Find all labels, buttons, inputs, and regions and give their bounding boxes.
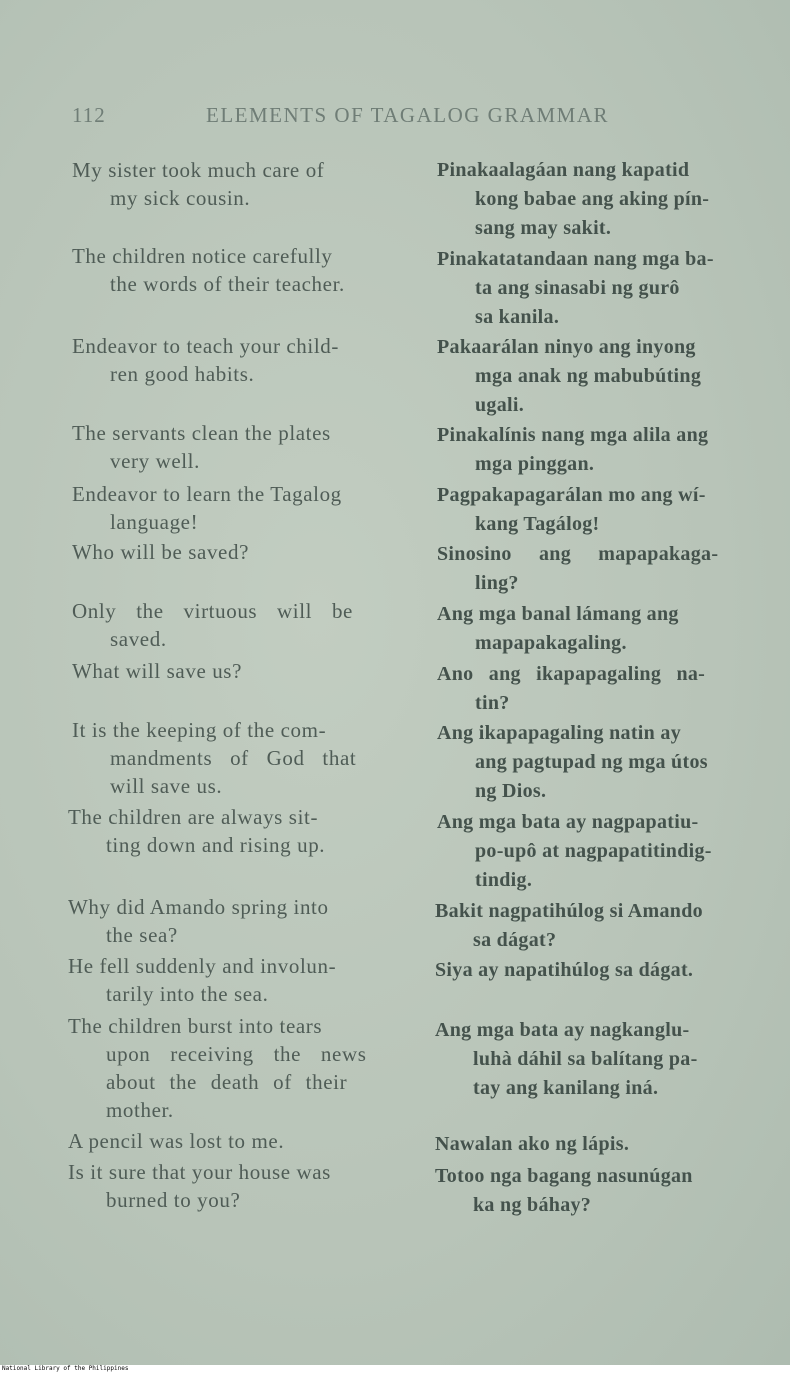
english-sentence: A pencil was lost to me.: [68, 1129, 285, 1153]
english-sentence: Is it sure that your house was burned to you?: [68, 1160, 331, 1212]
english-sentence: He fell suddenly and involun- tarily into the sea.: [68, 954, 337, 1006]
tagalog-translation: Ang mga bata ay nagkanglu- luhà dáhil sa balítang pa- tay ang kanilang iná.: [435, 1019, 698, 1099]
english-sentence: It is the keeping of the com- mandments of God that will save us.: [72, 718, 357, 798]
tagalog-translation: Nawalan ako ng lápis.: [435, 1133, 630, 1155]
tagalog-translation: Pinakaalagáan nang kapatid kong babae ang aking pín- sang may sakit.: [437, 159, 710, 239]
english-sentence: Endeavor to learn the Tagalog language!: [72, 482, 342, 534]
page-number: 112: [72, 103, 106, 127]
tagalog-translation: Pinakalínis nang mga alila ang mga pinggan.: [437, 424, 709, 475]
tagalog-translation: Bakit nagpatihúlog si Amando sa dágat?: [435, 900, 703, 951]
tagalog-translation: Ang mga bata ay nagpapatiu- po-upô at nagpapatitindig- tindig.: [437, 811, 712, 891]
tagalog-translation: Ang mga banal lámang ang mapapakagaling.: [437, 603, 679, 654]
tagalog-translation: Siya ay napatihúlog sa dágat.: [435, 959, 694, 981]
tagalog-translation: Pakaarálan ninyo ang inyong mga anak ng mabubúting ugali.: [437, 336, 702, 416]
english-sentence: The children are always sit- ting down and rising up.: [68, 805, 326, 857]
tagalog-translation: Pinakatatandaan nang mga ba- ta ang sinasabi ng gurô sa kanila.: [437, 248, 714, 328]
english-sentence: Only the virtuous will be saved.: [72, 599, 353, 651]
english-sentence: The children burst into tears upon receiving the news about the death of their mother.: [68, 1014, 367, 1122]
english-sentence: The servants clean the plates very well.: [72, 421, 331, 473]
english-sentence: Why did Amando spring into the sea?: [68, 895, 329, 947]
tagalog-translation: Ano ang ikapapagaling na- tin?: [437, 663, 706, 714]
english-sentence: Who will be saved?: [72, 540, 249, 564]
english-sentence: Endeavor to teach your child- ren good habits.: [72, 334, 339, 386]
english-sentence: My sister took much care of my sick cousin.: [72, 158, 325, 210]
tagalog-translation: Totoo nga bagang nasunúgan ka ng báhay?: [435, 1165, 693, 1216]
tagalog-translation: Ang ikapapagaling natin ay ang pagtupad ng mga útos ng Dios.: [437, 722, 708, 802]
tagalog-translation: Pagpakapagarálan mo ang wí- kang Tagálog!: [437, 484, 706, 535]
english-sentence: The children notice carefully the words of their teacher.: [72, 244, 345, 296]
running-title: ELEMENTS OF TAGALOG GRAMMAR: [206, 103, 610, 127]
tagalog-translation: Sinosino ang mapapakaga- ling?: [437, 543, 719, 594]
library-footer: National Library of the Philippines: [0, 1365, 790, 1373]
english-sentence: What will save us?: [72, 659, 243, 683]
